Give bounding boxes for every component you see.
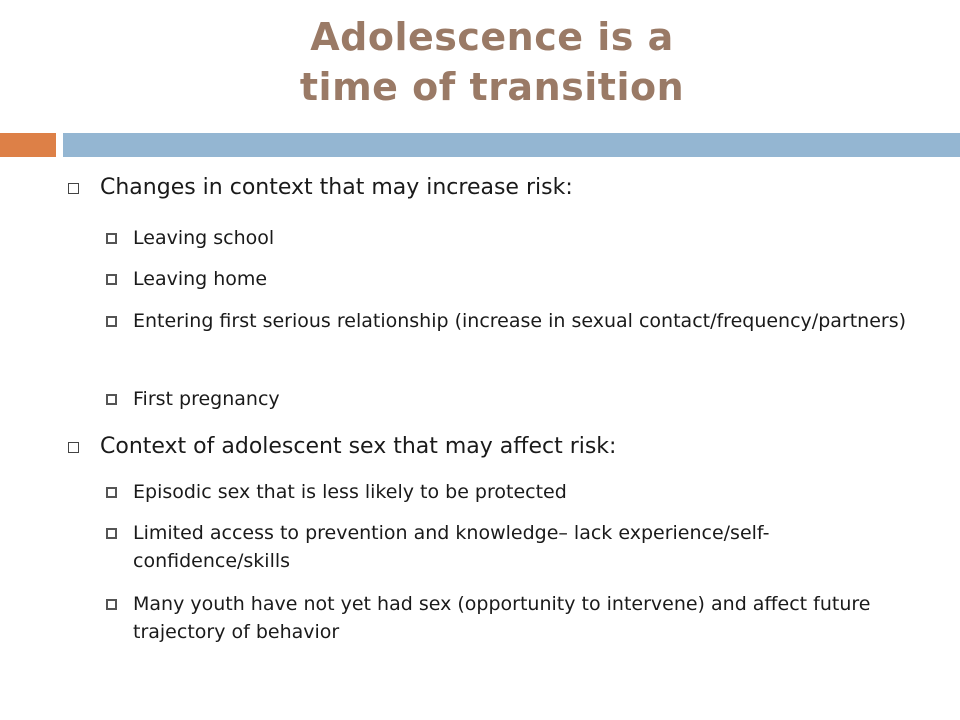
bullet-changes-in-context — [100, 174, 940, 202]
sub-bullet-item — [133, 590, 923, 646]
sub-bullet-text: Many youth have not yet had sex (opportunity to intervene) and affect future trajectory of behavior — [133, 593, 871, 643]
sub-bullet-text: Leaving home — [133, 268, 268, 290]
sub-bullet-item — [133, 224, 923, 252]
square-bullet-icon — [68, 442, 79, 453]
sub-bullet-item — [133, 265, 923, 293]
sub-bullet-item — [133, 519, 923, 575]
slide-title-line-1: Adolescence is a — [310, 15, 674, 59]
bullet-text: Context of adolescent sex that may affect risk: — [100, 434, 617, 459]
sub-bullet-item — [133, 478, 923, 506]
slide-title-line-2: time of transition — [299, 65, 685, 109]
sub-bullet-item — [133, 307, 923, 335]
filled-square-bullet-icon — [106, 316, 117, 327]
sub-bullet-text: Limited access to prevention and knowledge– lack experience/self-confidence/skills — [133, 522, 770, 572]
sub-bullet-item — [133, 385, 923, 413]
filled-square-bullet-icon — [106, 274, 117, 285]
sub-bullet-text: Episodic sex that is less likely to be protected — [133, 481, 567, 503]
bullet-context-of-adolescent-sex — [100, 433, 940, 461]
filled-square-bullet-icon — [106, 233, 117, 244]
filled-square-bullet-icon — [106, 487, 117, 498]
filled-square-bullet-icon — [106, 528, 117, 539]
bullet-text: Changes in context that may increase risk: — [100, 175, 573, 200]
sub-bullet-text: Entering first serious relationship (increase in sexual contact/frequency/partners) — [133, 310, 907, 332]
filled-square-bullet-icon — [106, 394, 117, 405]
filled-square-bullet-icon — [106, 599, 117, 610]
sub-bullet-text: Leaving school — [133, 227, 275, 249]
sub-bullet-text: First pregnancy — [133, 388, 280, 410]
square-bullet-icon — [68, 183, 79, 194]
